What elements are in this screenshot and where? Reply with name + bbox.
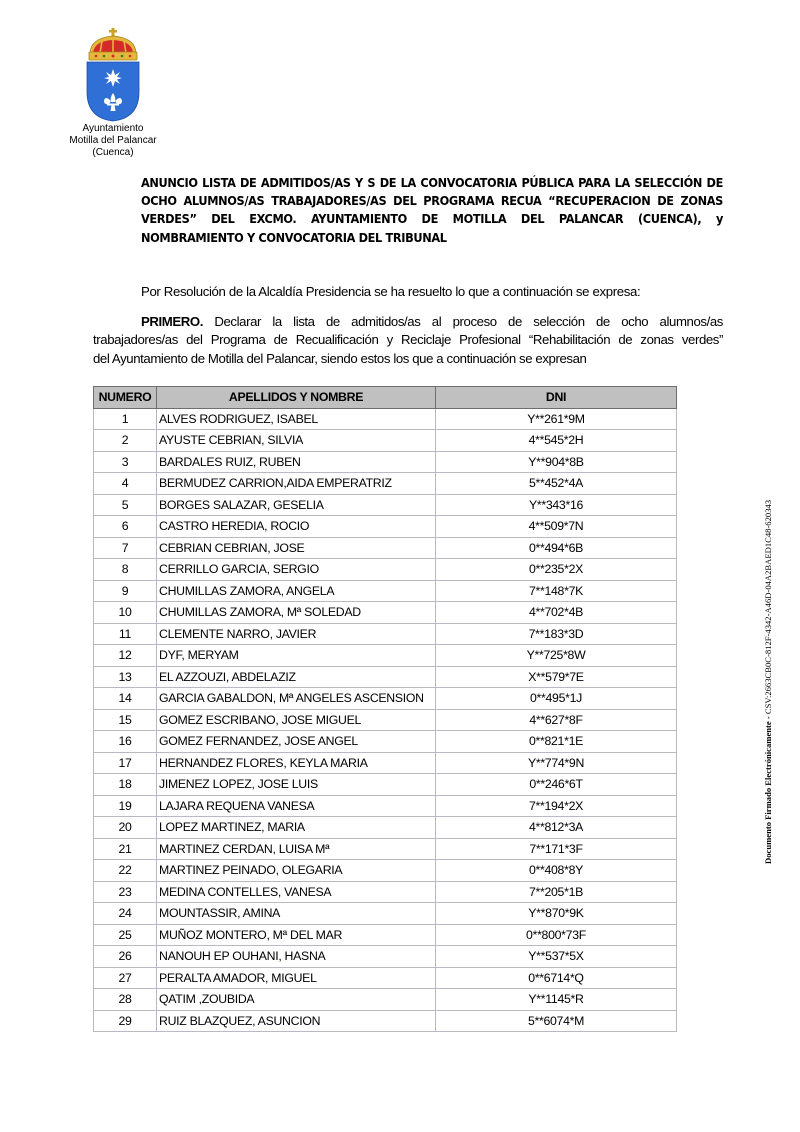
title-line: ANUNCIO LISTA DE ADMITIDOS/AS Y S DE LA CONVOCATORIA PÚBLICA PARA LA SELECCIÓN DE [141,175,723,190]
table-header-row [94,387,677,409]
row-number: 18 [94,774,157,796]
row-number: 21 [94,838,157,860]
org-line-province: (Cuenca) [92,147,134,158]
table-row [94,408,677,430]
signature-label: Documento Firmado Electrónicamente - [763,714,773,864]
row-number: 1 [94,408,157,430]
row-dni: Y**870*9K [436,903,677,925]
row-dni: 4**545*2H [436,430,677,452]
row-name: MARTINEZ CERDAN, LUISA Mª [157,838,436,860]
row-number: 13 [94,666,157,688]
row-name: CASTRO HEREDIA, ROCIO [157,516,436,538]
table-row [94,688,677,710]
row-number: 26 [94,946,157,968]
row-dni: 0**246*6T [436,774,677,796]
document-title [141,174,723,247]
row-number: 15 [94,709,157,731]
row-number: 2 [94,430,157,452]
table-row [94,430,677,452]
row-number: 3 [94,451,157,473]
table-row [94,451,677,473]
coat-of-arms-icon [84,26,142,122]
table-row [94,967,677,989]
row-dni: 4**702*4B [436,602,677,624]
row-number: 17 [94,752,157,774]
row-number: 10 [94,602,157,624]
row-dni: Y**904*8B [436,451,677,473]
row-name: CEBRIAN CEBRIAN, JOSE [157,537,436,559]
row-name: GARCIA GABALDON, Mª ANGELES ASCENSION [157,688,436,710]
row-dni: Y**343*16 [436,494,677,516]
admitted-list-table [93,386,677,1032]
row-name: CHUMILLAS ZAMORA, ANGELA [157,580,436,602]
table-row [94,881,677,903]
row-number: 9 [94,580,157,602]
row-dni: 0**821*1E [436,731,677,753]
table-row [94,516,677,538]
paragraph-text: Declarar la lista de admitidos/as al proceso de selección de ocho alumnos/as [203,314,723,329]
row-dni: 0**6714*Q [436,967,677,989]
row-name: HERNANDEZ FLORES, KEYLA MARIA [157,752,436,774]
row-dni: 0**494*6B [436,537,677,559]
row-name: DYF, MERYAM [157,645,436,667]
row-number: 24 [94,903,157,925]
row-number: 6 [94,516,157,538]
table-row [94,666,677,688]
primero-label: PRIMERO. [141,314,204,329]
table-row [94,709,677,731]
row-name: MEDINA CONTELLES, VANESA [157,881,436,903]
row-number: 16 [94,731,157,753]
row-name: MUÑOZ MONTERO, Mª DEL MAR [157,924,436,946]
row-name: CERRILLO GARCIA, SERGIO [157,559,436,581]
row-number: 29 [94,1010,157,1032]
row-name: ALVES RODRIGUEZ, ISABEL [157,408,436,430]
paragraph-line [93,313,723,331]
column-header-dni: DNI [436,387,677,409]
primero-paragraph [93,313,723,368]
table-row [94,473,677,495]
row-name: PERALTA AMADOR, MIGUEL [157,967,436,989]
table-row [94,1010,677,1032]
table-row [94,817,677,839]
table-row [94,580,677,602]
row-dni: 0**495*1J [436,688,677,710]
row-number: 8 [94,559,157,581]
table-row [94,559,677,581]
row-dni: 7**205*1B [436,881,677,903]
row-dni: 7**148*7K [436,580,677,602]
row-dni: 4**627*8F [436,709,677,731]
column-header-name: APELLIDOS Y NOMBRE [157,387,436,409]
row-number: 22 [94,860,157,882]
table-row [94,537,677,559]
row-name: RUIZ BLAZQUEZ, ASUNCION [157,1010,436,1032]
row-number: 25 [94,924,157,946]
resolution-intro: Por Resolución de la Alcaldía Presidencia se ha resuelto lo que a continuación se expresa: [141,284,641,299]
table-row [94,989,677,1011]
row-name: LOPEZ MARTINEZ, MARIA [157,817,436,839]
row-dni: 4**509*7N [436,516,677,538]
table-row [94,731,677,753]
table-row [94,946,677,968]
row-name: AYUSTE CEBRIAN, SILVIA [157,430,436,452]
row-name: BARDALES RUIZ, RUBEN [157,451,436,473]
row-dni: 5**452*4A [436,473,677,495]
table-row [94,795,677,817]
row-name: MARTINEZ PEINADO, OLEGARIA [157,860,436,882]
row-number: 27 [94,967,157,989]
row-name: JIMENEZ LOPEZ, JOSE LUIS [157,774,436,796]
row-dni: Y**261*9M [436,408,677,430]
table-row [94,752,677,774]
row-number: 28 [94,989,157,1011]
table-row [94,860,677,882]
row-number: 20 [94,817,157,839]
row-dni: Y**537*5X [436,946,677,968]
row-name: MOUNTASSIR, AMINA [157,903,436,925]
row-dni: Y**774*9N [436,752,677,774]
row-name: GOMEZ FERNANDEZ, JOSE ANGEL [157,731,436,753]
row-number: 11 [94,623,157,645]
row-name: QATIM ,ZOUBIDA [157,989,436,1011]
row-number: 4 [94,473,157,495]
paragraph-line: del Ayuntamiento de Motilla del Palancar, siendo estos los que a continuación se expresan [93,350,587,366]
row-dni: 7**183*3D [436,623,677,645]
row-name: NANOUH EP OUHANI, HASNA [157,946,436,968]
row-name: BORGES SALAZAR, GESELIA [157,494,436,516]
paragraph-line: trabajadores/as del Programa de Recualificación y Reciclaje Profesional “Rehabilitación de zonas verdes” [93,332,723,348]
column-header-numero: NUMERO [94,387,157,409]
row-number: 19 [94,795,157,817]
row-dni: 0**800*73F [436,924,677,946]
row-number: 7 [94,537,157,559]
table-row [94,903,677,925]
row-name: BERMUDEZ CARRION,AIDA EMPERATRIZ [157,473,436,495]
row-dni: Y**1145*R [436,989,677,1011]
org-line-ayuntamiento: Ayuntamiento [82,123,144,134]
coat-of-arms-logo [84,26,142,122]
title-line: VERDES” DEL EXCMO. AYUNTAMIENTO DE MOTILLA DEL PALANCAR (CUENCA), y [141,211,723,227]
row-name: LAJARA REQUENA VANESA [157,795,436,817]
organization-name [50,123,176,159]
row-dni: 0**235*2X [436,559,677,581]
table-row [94,602,677,624]
table-row [94,494,677,516]
row-dni: 4**812*3A [436,817,677,839]
row-dni: 0**408*8Y [436,860,677,882]
row-dni: 7**171*3F [436,838,677,860]
table-row [94,774,677,796]
table-row [94,623,677,645]
electronic-signature-csv [763,500,773,864]
org-line-municipality: Motilla del Palancar [69,135,157,146]
row-number: 12 [94,645,157,667]
row-name: CLEMENTE NARRO, JAVIER [157,623,436,645]
row-number: 5 [94,494,157,516]
row-dni: X**579*7E [436,666,677,688]
row-name: CHUMILLAS ZAMORA, Mª SOLEDAD [157,602,436,624]
row-number: 23 [94,881,157,903]
row-dni: 5**6074*M [436,1010,677,1032]
row-name: EL AZZOUZI, ABDELAZIZ [157,666,436,688]
csv-code: CSV:2663CB0C-812F-4342-A46D-04A2BAED1C48-620343 [763,499,773,715]
table-row [94,924,677,946]
table-row [94,838,677,860]
row-number: 14 [94,688,157,710]
row-dni: Y**725*8W [436,645,677,667]
title-line: NOMBRAMIENTO Y CONVOCATORIA DEL TRIBUNAL [141,229,447,245]
title-line: OCHO ALUMNOS/AS TRABAJADORES/AS DEL PROGRAMA RECUA “RECUPERACION DE ZONAS [141,193,723,209]
row-name: GOMEZ ESCRIBANO, JOSE MIGUEL [157,709,436,731]
table-row [94,645,677,667]
row-dni: 7**194*2X [436,795,677,817]
